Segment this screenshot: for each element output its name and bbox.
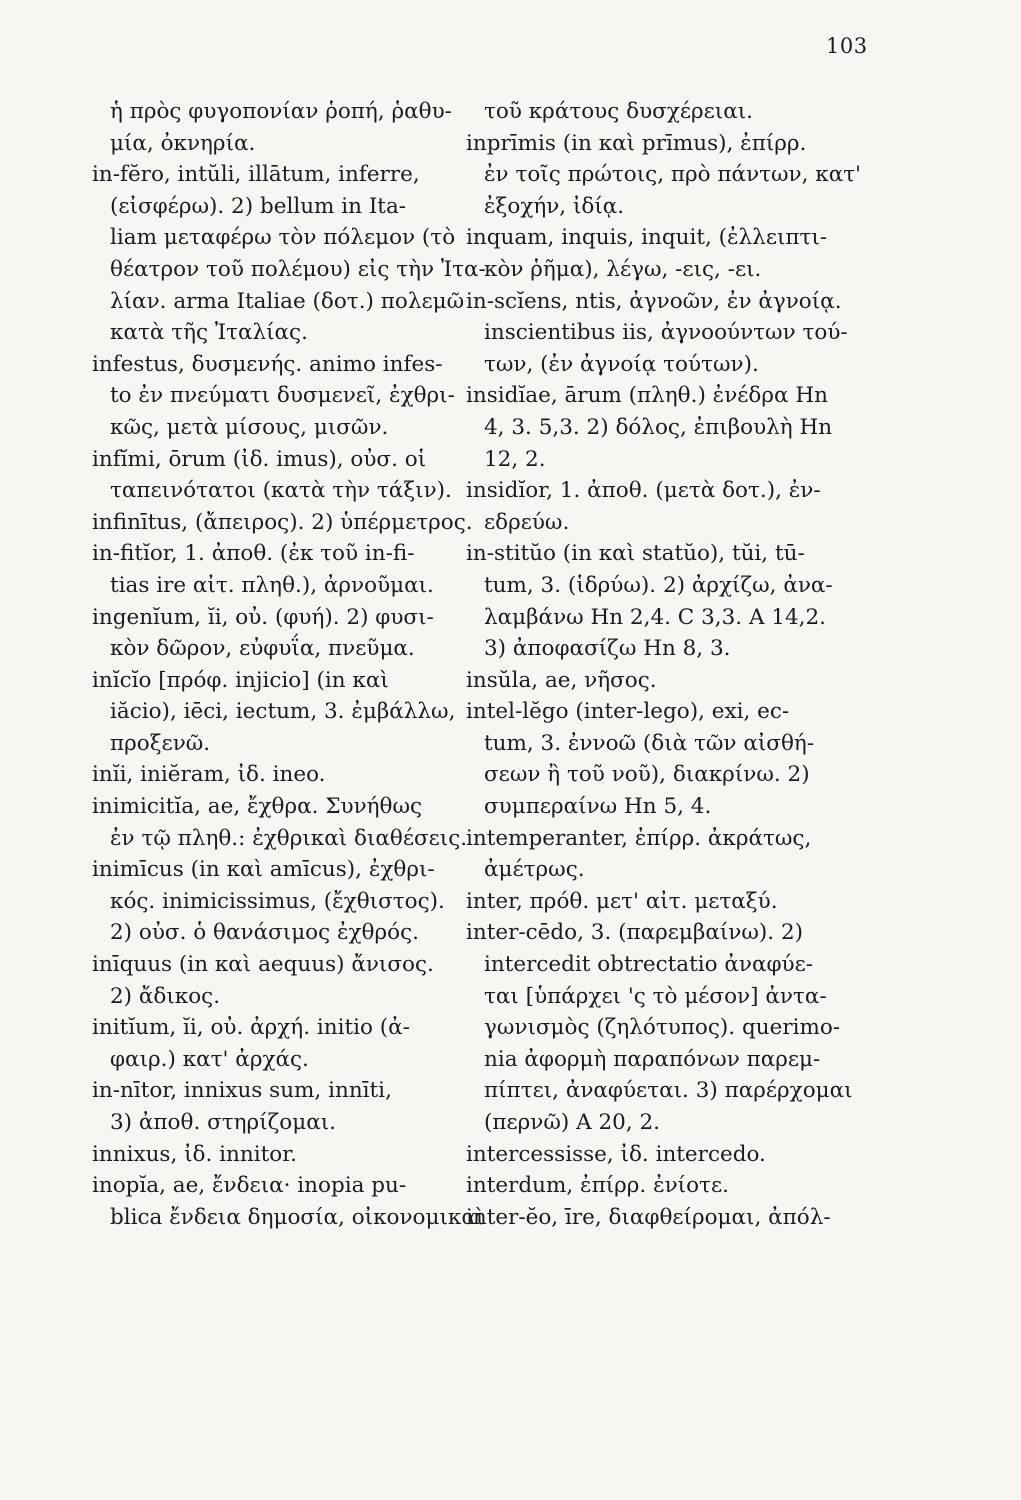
text-line: inīquus (in καὶ aequus) ἄνισος. xyxy=(92,952,434,978)
text-line: γωνισμὸς (ζηλότυπος). querimo- xyxy=(484,1015,841,1041)
text-line: θέατρον τοῦ πολέμου) εἰς τὴν Ἰτα- xyxy=(110,256,486,282)
text-line: intercedit obtrectatio ἀναφύε- xyxy=(484,952,814,978)
text-line: in-nītor, innixus sum, innīti, xyxy=(92,1078,392,1104)
text-line: tum, 3. ἐννοῶ (διὰ τῶν αἰσθή- xyxy=(484,730,815,756)
text-line: (εἰσφέρω). 2) bellum in Ita- xyxy=(110,193,407,219)
text-line: nia ἀφορμὴ παραπόνων παρεμ- xyxy=(484,1046,821,1072)
text-line: liam μεταφέρω τὸν πόλεμον (τὸ xyxy=(110,225,456,251)
text-line: insidĭae, ārum (πληθ.) ἐνέδρα Hn xyxy=(466,383,828,409)
text-line: inĭi, iniĕram, ἰδ. ineo. xyxy=(92,762,326,788)
text-line: inter-cēdo, 3. (παρεμβαίνω). 2) xyxy=(466,920,804,946)
text-line: λαμβάνω Hn 2,4. C 3,3. A 14,2. xyxy=(484,604,827,630)
text-line: inprīmis (in καὶ prīmus), ἐπίρρ. xyxy=(466,130,807,156)
text-line: intercessisse, ἰδ. intercedo. xyxy=(466,1141,766,1167)
text-line: ἡ πρὸς φυγοπονίαν ῥοπή, ῥαθυ- xyxy=(110,99,452,124)
text-line: προξενῶ. xyxy=(110,730,211,756)
text-line: εδρεύω. xyxy=(484,509,570,535)
text-line: insŭla, ae, νῆσος. xyxy=(466,667,657,693)
page-number: 103 xyxy=(826,34,868,58)
text-line: in-scĭens, ntis, ἀγνοῶν, ἐν ἀγνοίᾳ. xyxy=(466,288,842,314)
text-line: των, (ἐν ἀγνοίᾳ τούτων). xyxy=(484,351,759,377)
text-line: tias ire αἰτ. πληθ.), ἀρνοῦμαι. xyxy=(110,572,434,598)
text-line: (περνῶ) A 20, 2. xyxy=(484,1110,661,1135)
text-line: iăcio), iēci, iectum, 3. ἐμβάλλω, xyxy=(110,699,456,725)
text-line: insidĭor, 1. ἀποθ. (μετὰ δοτ.), ἐν- xyxy=(466,478,821,504)
text-line: intel-lĕgo (inter-lego), exi, ec- xyxy=(466,699,790,725)
text-line: tum, 3. (ἱδρύω). 2) ἀρχίζω, ἀνα- xyxy=(484,572,833,598)
text-line: initĭum, ĭi, οὐ. ἀρχή. initio (ἀ- xyxy=(92,1015,410,1041)
text-line: λίαν. arma Italiae (δοτ.) πολεμῶ xyxy=(110,288,465,314)
text-line: μία, ὀκνηρία. xyxy=(110,130,256,156)
text-line: ingenĭum, ĭi, οὐ. (φυή). 2) φυσι- xyxy=(92,604,434,630)
text-line: ἐν τοῖς πρώτοις, πρὸ πάντων, κατ' xyxy=(484,162,862,188)
text-line: κὸν ῥῆμα), λέγω, -εις, -ει. xyxy=(484,256,762,282)
text-line: infestus, δυσμενής. animo infes- xyxy=(92,351,443,377)
text-line: in-fitĭor, 1. ἀποθ. (ἐκ τοῦ in-fi- xyxy=(92,541,415,567)
text-line: inscientibus iis, ἀγνοούντων τού- xyxy=(484,320,848,346)
text-line: κατὰ τῆς Ἰταλίας. xyxy=(110,320,308,346)
text-line: ἐξοχήν, ἰδίᾳ. xyxy=(484,193,625,219)
text-line: σεων ἢ τοῦ νοῦ), διακρίνω. 2) xyxy=(484,762,810,788)
text-line: πίπτει, ἀναφύεται. 3) παρέρχομαι xyxy=(484,1078,853,1104)
right-column xyxy=(466,96,896,1233)
text-line: κός. inimicissimus, (ἔχθιστος). xyxy=(110,888,445,914)
text-line: inĭcĭo [πρόφ. injicio] (in καὶ xyxy=(92,667,389,693)
text-line: συμπεραίνω Hn 5, 4. xyxy=(484,794,712,820)
text-line: 2) οὐσ. ὁ θανάσιμος ἐχθρός. xyxy=(110,920,419,946)
text-line: in-stitŭo (in καὶ statŭo), tŭi, tū- xyxy=(466,541,805,567)
text-line: inquam, inquis, inquit, (ἐλλειπτι- xyxy=(466,225,828,251)
text-line: κῶς, μετὰ μίσους, μισῶν. xyxy=(110,414,389,440)
text-line: κὸν δῶρον, εὐφυΐα, πνεῦμα. xyxy=(110,636,415,662)
text-line: interdum, ἐπίρρ. ἐνίοτε. xyxy=(466,1173,729,1199)
text-line: inimīcus (in καὶ amīcus), ἐχθρι- xyxy=(92,857,435,883)
text-line: innixus, ἰδ. innitor. xyxy=(92,1141,297,1167)
text-line: inimicitĭa, ae, ἔχθρα. Συνήθως xyxy=(92,794,423,820)
text-line: ἐν τῷ πληθ.: ἐχθρικαὶ διαθέσεις. xyxy=(110,825,468,851)
text-line: 3) ἀποφασίζω Hn 8, 3. xyxy=(484,636,731,662)
text-line: 4, 3. 5,3. 2) δόλος, ἐπιβουλὴ Hn xyxy=(484,414,833,440)
text-line: ἀμέτρως. xyxy=(484,857,585,883)
left-column xyxy=(92,96,486,1233)
text-line: infinītus, (ἄπειρος). 2) ὑπέρμετρος. xyxy=(92,509,473,535)
text-line: in-fĕro, intŭli, illātum, inferre, xyxy=(92,162,420,188)
text-line: inter, πρόθ. μετ' αἰτ. μεταξύ. xyxy=(466,888,778,914)
text-line: φαιρ.) κατ' ἀρχάς. xyxy=(110,1046,309,1072)
text-line: blica ἔνδεια δημοσία, οἰκονομικαὶ xyxy=(110,1204,485,1230)
text-line: ται [ὑπάρχει 'ς τὸ μέσον] ἀντα- xyxy=(484,983,827,1009)
text-line: inopĭa, ae, ἔνδεια· inopia pu- xyxy=(92,1173,407,1199)
text-line: intemperanter, ἐπίρρ. ἀκράτως, xyxy=(466,825,812,851)
text-line: 2) ἄδικος. xyxy=(110,983,221,1009)
text-line: to ἐν πνεύματι δυσμενεῖ, ἐχθρι- xyxy=(110,383,455,409)
text-line: τοῦ κράτους δυσχέρειαι. xyxy=(484,99,753,124)
text-line: 3) ἀποθ. στηρίζομαι. xyxy=(110,1110,336,1135)
text-line: 12, 2. xyxy=(484,446,546,472)
text-line: ταπεινότατοι (κατὰ τὴν τάξιν). xyxy=(110,478,452,504)
text-line: infĭmi, ōrum (ἰδ. imus), οὐσ. οἱ xyxy=(92,446,427,472)
text-line: inter-ĕo, īre, διαφθείρομαι, ἀπόλ- xyxy=(466,1204,831,1230)
